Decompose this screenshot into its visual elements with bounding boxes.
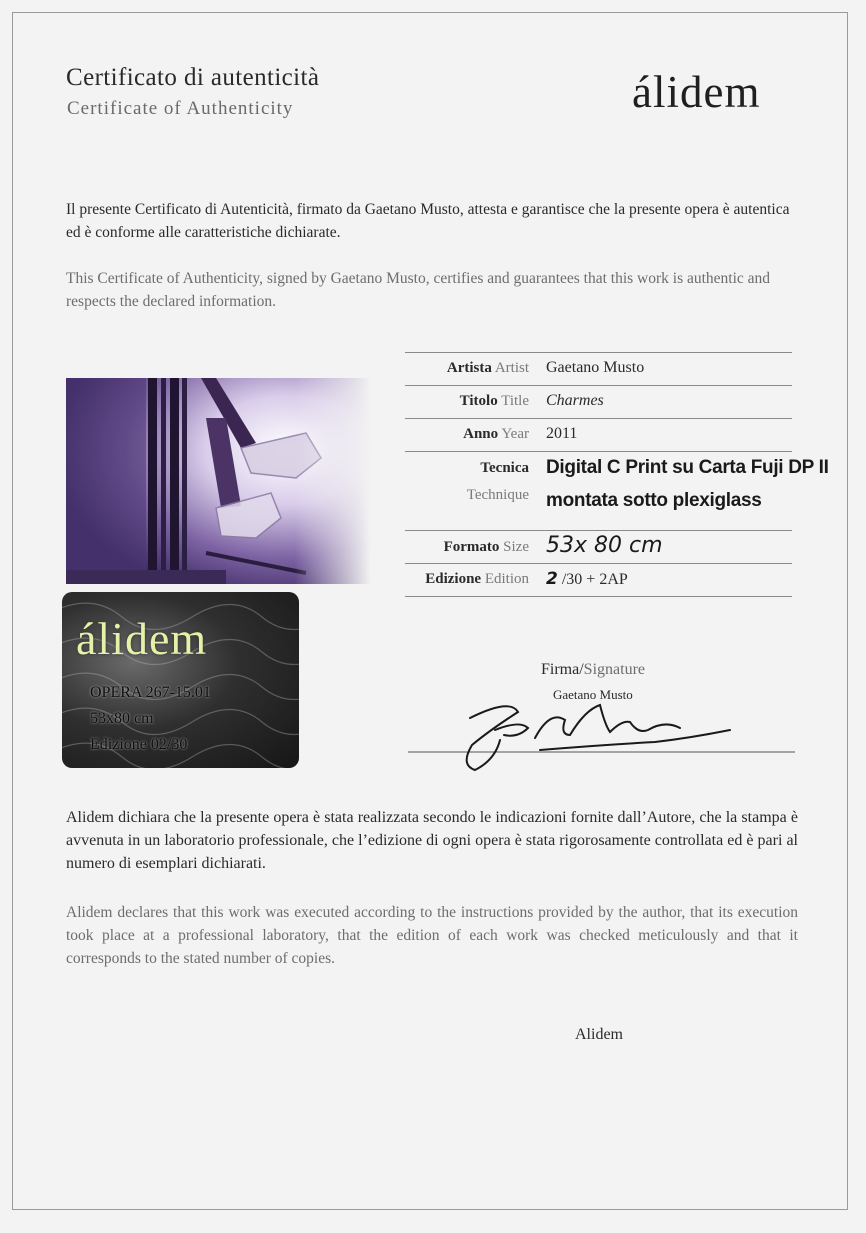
- declaration-italian: Alidem dichiara che la presente opera è stata realizzata secondo le indicazioni fornite dall’Autore, che la stampa è avvenuta in un laboratorio professionale, che l’edizione di ogni opera è stata rigorosamente controllata ed è pari al numero di esemplari dichiarati.: [66, 809, 798, 872]
- artist-label: Artista Artist: [446, 360, 529, 376]
- technique-value-line2: montata sotto plexiglass: [546, 490, 762, 511]
- table-rule: [405, 418, 792, 419]
- technique-value-line1: Digital C Print su Carta Fuji DP II: [546, 457, 829, 478]
- edition-value: [546, 569, 628, 589]
- year-value: 2011: [546, 425, 578, 442]
- technique-label-it: Tecnica: [480, 460, 529, 476]
- table-rule: [405, 451, 792, 452]
- technique-label-en: Technique: [466, 487, 529, 503]
- handwritten-signature: [400, 690, 800, 775]
- artist-value: Gaetano Musto: [546, 359, 645, 376]
- edition-number: 2: [546, 569, 558, 589]
- hologram-edition: Edizione 02/30: [90, 736, 188, 753]
- declaration-english: Alidem declares that this work was executed according to the instructions provided by the author, that its execution took place at a professional laboratory, that the edition of each work was checked meticulously and that it corresponds to the stated number of copies.: [66, 904, 798, 967]
- hologram-size: 53x80 cm: [90, 710, 154, 727]
- title-label: Titolo Title: [459, 393, 529, 409]
- edition-total: /30 + 2AP: [561, 571, 628, 588]
- table-rule: [405, 530, 792, 531]
- table-rule: [405, 563, 792, 564]
- intro-italian: Il presente Certificato di Autenticità, firmato da Gaetano Musto, attesta e garantisce che la presente opera è autentica ed è conforme alle caratteristiche dichiarate.: [66, 201, 790, 241]
- table-rule: [405, 385, 792, 386]
- hologram-logo: álidem: [76, 613, 208, 664]
- year-label: Anno Year: [463, 426, 529, 442]
- artwork-photo: [66, 378, 371, 584]
- title-value: Charmes: [546, 392, 604, 409]
- intro-english: This Certificate of Authenticity, signed by Gaetano Musto, certifies and guarantees that this work is authentic and respects the declared information.: [66, 270, 771, 310]
- title-italian: Certificato di autenticità: [66, 64, 320, 91]
- size-value: 53x 80 cm: [546, 533, 663, 558]
- hologram-sticker: [62, 592, 299, 768]
- table-rule: [405, 596, 792, 597]
- signature-label: Firma/Signature: [541, 661, 645, 678]
- title-english: Certificate of Authenticity: [67, 98, 294, 119]
- edition-label: Edizione Edition: [425, 571, 529, 587]
- footer-signoff: Alidem: [575, 1026, 623, 1043]
- signer-name: Gaetano Musto: [553, 687, 633, 702]
- alidem-logo: álidem: [632, 67, 761, 117]
- size-label: Formato Size: [443, 539, 529, 555]
- table-rule: [405, 352, 792, 353]
- hologram-opera: OPERA 267-15.01: [90, 684, 211, 701]
